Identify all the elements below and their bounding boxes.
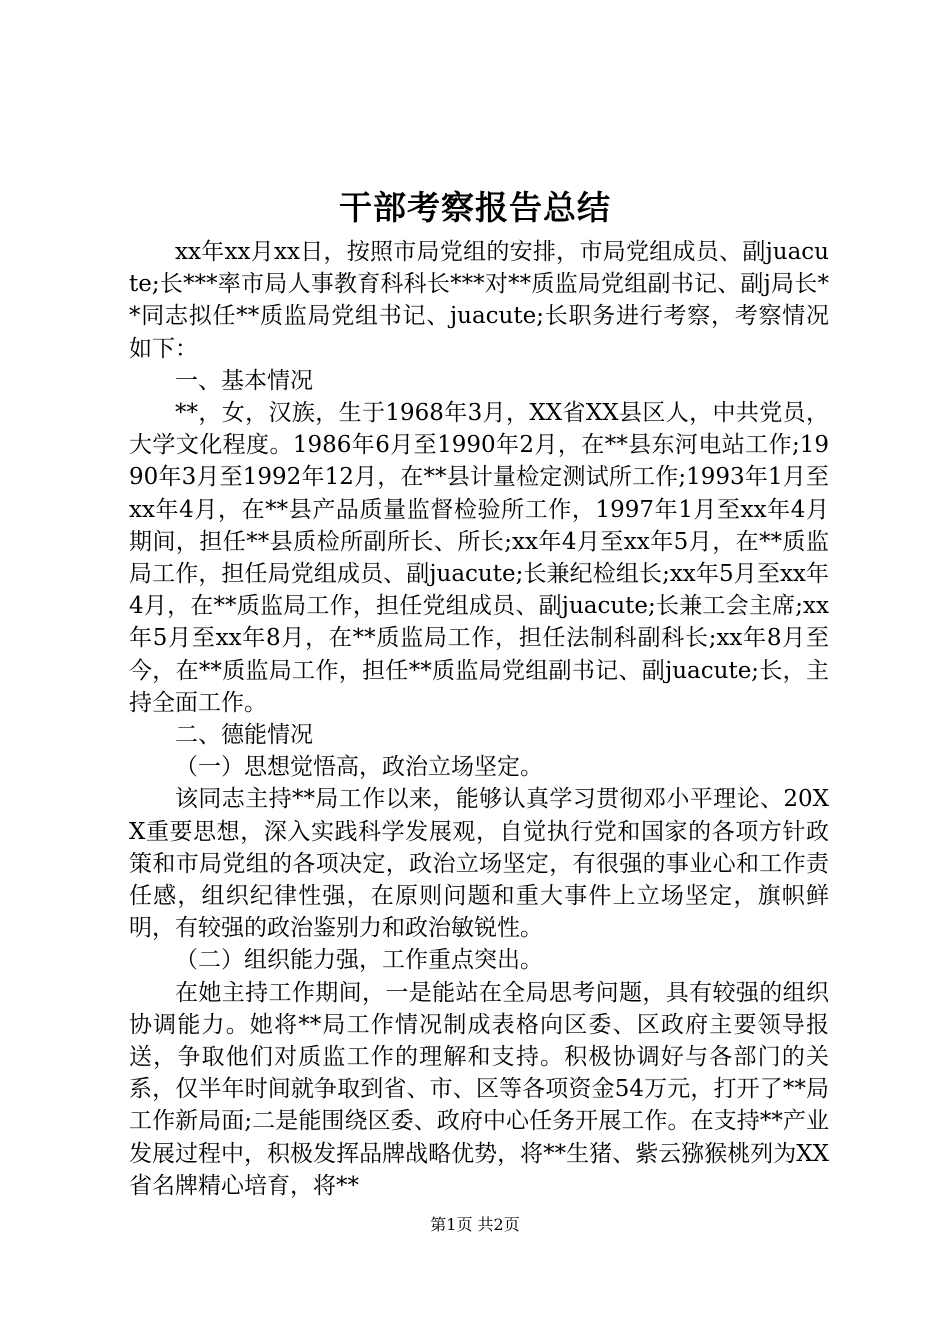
paragraph-intro: xx年xx月xx日，按照市局党组的安排，市局党组成员、副juacute;长***率市局人事教育科科长***对**质监局党组副书记、副j局长**同志拟任**质监局党组书记、juacute;长职务进行考察，考察情况如下： bbox=[129, 239, 829, 362]
paragraph-basic-info: **，女，汉族，生于1968年3月，XX省XX县区人，中共党员，大学文化程度。1986年6月至1990年2月，在**县东河电站工作;1990年3月至1992年12月，在**县计量检定测试所工作;1993年1月至xx年4月，在**县产品质量监督检验所工作，1997年1月至xx年4月期间，担任**县质检所副所长、所长;xx年4月至xx年5月，在**质监局工作，担任局党组成员、副juacute;长兼纪检组长;xx年5月至xx年4月，在**质监局工作，担任党组成员、副juacute;长兼工会主席;xx年5月至xx年8月，在**质监局工作，担任法制科副科长;xx年8月至今，在**质监局工作，担任**质监局党组副书记、副juacute;长，主持全面工作。 bbox=[129, 400, 829, 716]
subheading-political-awareness: （一）思想觉悟高，政治立场坚定。 bbox=[175, 754, 543, 781]
document-body bbox=[129, 236, 829, 1202]
page-footer: 第1页 共2页 bbox=[430, 1215, 520, 1234]
section-heading-virtue-ability: 二、德能情况 bbox=[175, 722, 313, 749]
document-title: 干部考察报告总结 bbox=[339, 188, 611, 227]
paragraph-political-awareness: 该同志主持**局工作以来，能够认真学习贯彻邓小平理论、20XX重要思想，深入实践科学发展观，自觉执行党和国家的各项方针政策和市局党组的各项决定，政治立场坚定，有很强的事业心和工作责任感，组织纪律性强，在原则问题和重大事件上立场坚定，旗帜鲜明，有较强的政治鉴别力和政治敏锐性。 bbox=[129, 786, 829, 942]
section-heading-basic-info: 一、基本情况 bbox=[175, 367, 313, 394]
paragraph-organizational-ability: 在她主持工作期间，一是能站在全局思考问题，具有较强的组织协调能力。她将**局工作情况制成表格向区委、区政府主要领导报送，争取他们对质监工作的理解和支持。积极协调好与各部门的关系，仅半年时间就争取到省、市、区等各项资金54万元，打开了**局工作新局面;二是能围绕区委、政府中心任务开展工作。在支持**产业发展过程中，积极发挥品牌战略优势，将**生猪、紫云猕猴桃列为XX省名牌精心培育，将** bbox=[129, 979, 829, 1199]
subheading-organizational-ability: （二）组织能力强，工作重点突出。 bbox=[175, 947, 543, 974]
